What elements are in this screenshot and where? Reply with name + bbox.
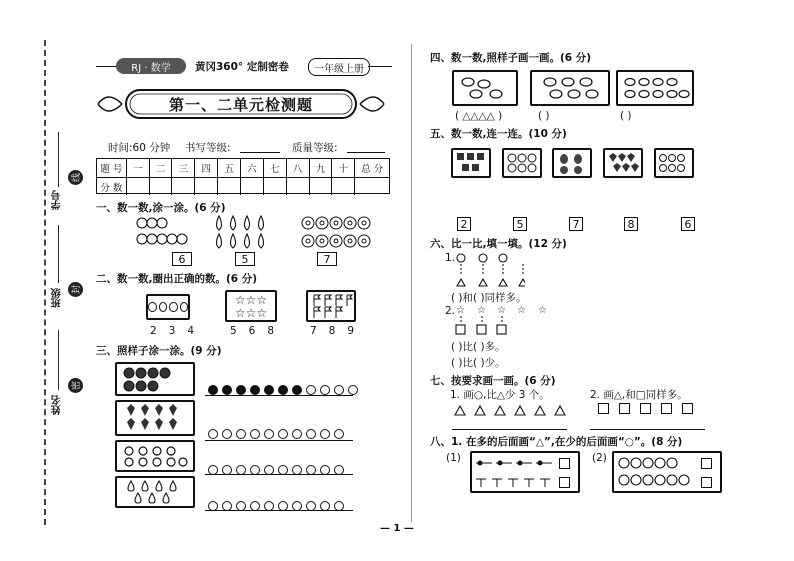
score-row-label: 分 数 <box>97 178 127 195</box>
score-header-cell: 四 <box>195 159 218 177</box>
score-header-cell: 七 <box>264 159 287 177</box>
filled-circle <box>292 385 302 395</box>
empty-circle[interactable] <box>278 429 288 439</box>
score-header-cell: 八 <box>287 159 310 177</box>
class-line <box>58 225 59 283</box>
filled-circle <box>208 385 218 395</box>
score-input-cell[interactable] <box>310 178 333 195</box>
q3-rule-2 <box>205 440 353 441</box>
q2-option[interactable]: 6 <box>248 325 256 337</box>
q3-title: 三、照样子涂一涂。(9 分) <box>96 345 222 357</box>
q3-rule-3 <box>205 474 353 475</box>
q2-options-3 <box>310 325 354 337</box>
q2-options-2 <box>230 325 274 337</box>
q1-pears <box>213 214 271 250</box>
q8-p1-label: (1) <box>446 452 461 464</box>
q3-row-4 <box>208 496 348 515</box>
empty-circle[interactable] <box>320 429 330 439</box>
pear-icon <box>117 478 193 506</box>
q7-p2-answer-line[interactable] <box>590 429 705 430</box>
student-id-line <box>58 132 59 187</box>
empty-circle[interactable] <box>306 385 316 395</box>
q3-card-2 <box>115 400 195 436</box>
filled-circle <box>278 385 288 395</box>
circle-icon <box>159 302 168 312</box>
q6-title: 六、比一比,填一填。(12 分) <box>430 238 567 250</box>
duck-icon <box>454 72 516 104</box>
fish-icon <box>618 72 692 104</box>
empty-circle[interactable] <box>334 385 344 395</box>
q5-number-7[interactable]: 7 <box>569 217 583 231</box>
grade-tag: 一年级上册 <box>308 58 370 76</box>
q2-option[interactable]: 7 <box>310 325 317 337</box>
q2-card-circles <box>146 294 190 320</box>
header-rule-left <box>96 66 116 67</box>
q4-card-3 <box>616 70 694 106</box>
empty-circle[interactable] <box>292 429 302 439</box>
q5-title: 五、数一数,连一连。(10 分) <box>430 128 567 140</box>
q5-card-1 <box>451 148 491 178</box>
q4-example: ( △△△△ ) <box>455 110 503 122</box>
apple-group-icon <box>136 215 188 249</box>
pear-group-icon <box>213 214 271 250</box>
page-number: — 1 — <box>380 523 414 534</box>
time-info: 时间:60 分钟 <box>108 142 171 154</box>
q5-number-6[interactable]: 6 <box>681 217 695 231</box>
score-header-cell: 三 <box>172 159 195 177</box>
q8-card-1 <box>470 451 580 493</box>
q6-p1-label: 1. <box>445 252 456 264</box>
q7-p1-triangles <box>454 404 570 416</box>
filled-circle <box>264 385 274 395</box>
q8-p2-answer-box-bottom[interactable] <box>701 477 712 488</box>
column-divider <box>411 44 412 522</box>
q6-p2-label: 2. <box>445 305 456 317</box>
q6-p1-answer[interactable]: ( )和( )同样多。 <box>451 292 527 304</box>
svg-text:☆: ☆ <box>497 305 506 316</box>
q8-card-2 <box>612 451 722 493</box>
q5-card-3 <box>552 148 592 178</box>
score-input-cell[interactable] <box>355 178 389 195</box>
rabbit-icon <box>554 150 590 176</box>
seal-mark-seal <box>68 282 83 297</box>
carrot-icon <box>605 150 641 176</box>
q6-p1-figure <box>455 252 525 288</box>
seal-mark-line <box>68 170 83 185</box>
empty-circle[interactable] <box>306 429 316 439</box>
svg-text:☆: ☆ <box>456 305 465 316</box>
q2-option[interactable]: 3 <box>168 325 176 337</box>
brand-text: 黄冈360° 定制密卷 <box>195 61 289 73</box>
q7-p2: 2. 画△,和□同样多。 <box>590 389 688 401</box>
score-table <box>96 158 390 194</box>
score-value-row <box>97 178 389 195</box>
q4-blank-2[interactable]: ( ) <box>538 110 550 122</box>
q7-p1-answer-line[interactable] <box>452 429 567 430</box>
q3-card-3 <box>115 440 195 472</box>
class-label: 班级 <box>52 288 63 308</box>
circle-triangle-match-icon <box>455 252 525 288</box>
q1-answer-2[interactable]: 5 <box>235 252 255 266</box>
filled-circle <box>222 385 232 395</box>
q7-p1: 1. 画○,比△少 3 个。 <box>450 389 550 401</box>
radish-icon <box>117 402 193 434</box>
score-header-label: 题 号 <box>97 159 127 177</box>
score-header-cell: 十 <box>332 159 355 177</box>
square-icon <box>640 403 651 414</box>
score-header-cell: 九 <box>310 159 333 177</box>
score-header-cell: 一 <box>127 159 150 177</box>
q8-title: 八、1. 在多的后面画“△”,在少的后面画“○”。(8 分) <box>430 436 683 448</box>
q2-option[interactable]: 2 <box>150 325 157 337</box>
star-icon: ☆☆☆ ☆☆☆ <box>234 293 268 320</box>
quality-grade-blank[interactable] <box>347 152 385 153</box>
filled-circle <box>236 385 246 395</box>
q3-row-3 <box>208 460 348 479</box>
q8-p1-answer-box-top[interactable] <box>559 458 570 469</box>
q4-card-2 <box>530 70 610 106</box>
circle-icon <box>169 302 178 312</box>
q4-blank-3[interactable]: ( ) <box>620 110 632 122</box>
seal-mark-line-text: 线 <box>71 172 82 183</box>
empty-circle[interactable] <box>236 429 246 439</box>
score-input-cell[interactable] <box>287 178 310 195</box>
clock-icon <box>504 150 540 176</box>
q8-p2-label: (2) <box>592 452 607 464</box>
q1-title: 一、数一数,涂一涂。(6 分) <box>96 202 226 214</box>
score-input-cell[interactable] <box>150 178 173 195</box>
snail-icon <box>117 442 193 470</box>
score-input-cell[interactable] <box>127 178 150 195</box>
score-input-cell[interactable] <box>264 178 287 195</box>
score-input-cell[interactable] <box>172 178 195 195</box>
q5-number-8[interactable]: 8 <box>624 217 638 231</box>
grape-icon <box>453 150 489 176</box>
q3-row-1 <box>208 380 362 399</box>
series-tag: RJ · 数学 <box>116 58 186 74</box>
empty-circle[interactable] <box>208 429 218 439</box>
q5-card-5 <box>654 148 694 178</box>
q2-option[interactable]: 5 <box>230 325 237 337</box>
q3-card-4 <box>115 476 195 508</box>
q5-card-2 <box>502 148 542 178</box>
square-icon <box>598 403 609 414</box>
name-line <box>58 330 59 390</box>
q2-title: 二、数一数,圈出正确的数。(6 分) <box>96 273 258 285</box>
fish-bone-icon <box>472 453 556 491</box>
q2-card-stars <box>225 290 277 322</box>
svg-text:☆: ☆ <box>477 305 486 316</box>
empty-circle[interactable] <box>348 385 358 395</box>
score-header-row <box>97 159 389 178</box>
q8-p1-answer-box-bottom[interactable] <box>559 477 570 488</box>
empty-circle[interactable] <box>320 385 330 395</box>
flower-pot-icon <box>117 364 193 394</box>
empty-circle[interactable] <box>264 429 274 439</box>
q5-number-5[interactable]: 5 <box>513 217 527 231</box>
q1-answer-3[interactable]: 7 <box>317 252 337 266</box>
svg-text:☆: ☆ <box>538 305 547 316</box>
score-header-cell: 五 <box>218 159 241 177</box>
square-icon <box>661 403 672 414</box>
circle-icon <box>148 302 157 312</box>
binding-line <box>44 40 46 525</box>
writing-grade-blank[interactable] <box>240 152 280 153</box>
score-input-cell[interactable] <box>195 178 218 195</box>
bird-icon <box>532 72 608 104</box>
q2-card-flags <box>306 290 356 322</box>
q6-p2-answer-less[interactable]: ( )比( )少。 <box>451 357 506 369</box>
q3-rule-1 <box>205 395 353 396</box>
q5-number-2[interactable]: 2 <box>457 217 471 231</box>
q4-card-1 <box>452 70 518 106</box>
q2-options-1 <box>150 325 194 337</box>
filled-circle <box>250 385 260 395</box>
q2-option[interactable]: 8 <box>328 325 336 337</box>
q2-option[interactable]: 4 <box>187 325 194 337</box>
q6-p2-answer-more[interactable]: ( )比( )多。 <box>451 341 506 353</box>
circle-icon <box>180 302 189 312</box>
score-input-cell[interactable] <box>218 178 241 195</box>
score-input-cell[interactable] <box>332 178 355 195</box>
seal-mark-secret-text: 密 <box>71 380 82 391</box>
q8-p2-answer-box-top[interactable] <box>701 458 712 469</box>
square-icon <box>682 403 693 414</box>
q1-answer-1[interactable]: 6 <box>172 252 192 266</box>
q7-p2-squares <box>598 403 693 414</box>
empty-circle[interactable] <box>222 429 232 439</box>
empty-circle[interactable] <box>334 429 344 439</box>
flower-group-icon <box>300 214 372 250</box>
name-label: 姓名 <box>52 395 63 415</box>
apple-pair-icon <box>614 453 698 491</box>
svg-text:☆: ☆ <box>517 305 526 316</box>
writing-grade: 书写等级: <box>185 142 231 154</box>
score-header-cell: 六 <box>241 159 264 177</box>
page-title: 第一、二单元检测题 <box>168 96 313 114</box>
q1-flowers <box>300 214 372 250</box>
q6-p2-figure <box>455 303 555 335</box>
score-header-cell: 总 分 <box>361 164 384 175</box>
score-input-cell[interactable] <box>241 178 264 195</box>
q3-card-1 <box>115 362 195 396</box>
q5-card-4 <box>603 148 643 178</box>
header-rule-right <box>368 66 392 67</box>
seal-mark-secret <box>68 378 83 393</box>
q2-option[interactable]: 8 <box>267 325 274 337</box>
flag-group-icon <box>308 292 354 320</box>
strawberry-icon <box>656 150 692 176</box>
seal-mark-seal-text: 封 <box>71 284 82 295</box>
q3-rule-4 <box>205 510 353 511</box>
quality-grade: 质量等级: <box>292 142 338 154</box>
q1-apples <box>136 215 188 249</box>
title-banner <box>96 86 386 122</box>
triangle-row-icon <box>454 404 570 416</box>
star-square-match-icon <box>455 303 555 335</box>
score-header-cell: 二 <box>150 159 173 177</box>
square-icon <box>619 403 630 414</box>
q4-title: 四、数一数,照样子画一画。(6 分) <box>430 52 592 64</box>
q2-option[interactable]: 9 <box>347 325 354 337</box>
student-id-label: 学号 <box>52 190 63 210</box>
q7-title: 七、按要求画一画。(6 分) <box>430 375 556 387</box>
empty-circle[interactable] <box>250 429 260 439</box>
